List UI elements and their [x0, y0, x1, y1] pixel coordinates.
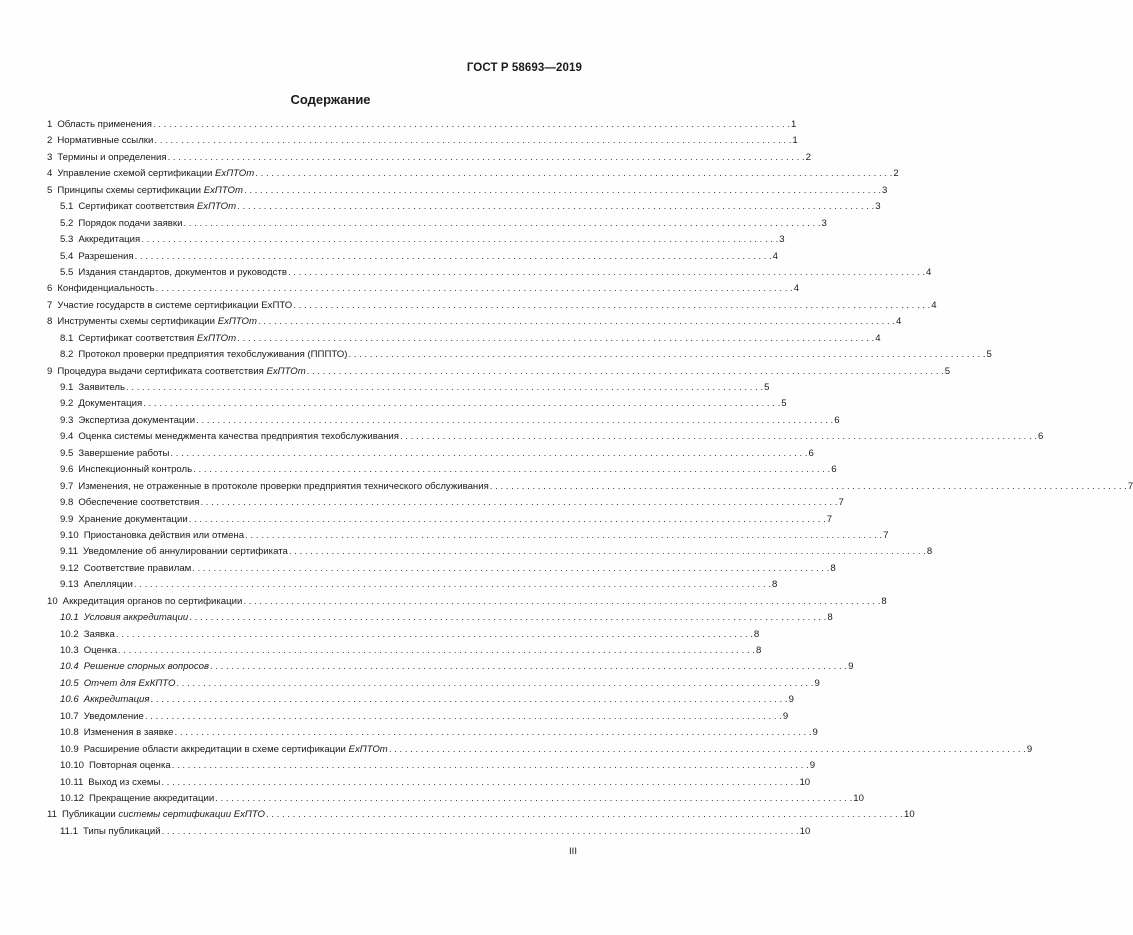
toc-entry[interactable] — [47, 512, 833, 528]
toc-entry-page: 8 — [827, 612, 833, 624]
toc-entry[interactable] — [47, 446, 814, 462]
toc-entry[interactable] — [47, 331, 881, 347]
toc-entry-number: 5.1 — [60, 201, 74, 213]
toc-entry[interactable] — [47, 594, 887, 610]
toc-entry-number: 9.7 — [60, 480, 74, 492]
toc-entry[interactable] — [47, 249, 778, 265]
toc-entry-page: 8 — [771, 579, 778, 591]
toc-leader-dots — [193, 462, 830, 478]
toc-entry[interactable] — [47, 429, 1044, 445]
toc-entry-number: 5.5 — [60, 266, 74, 278]
toc-entry-page: 1 — [791, 119, 797, 130]
toc-entry-page: 6 — [834, 414, 840, 426]
toc-leader-dots — [196, 413, 833, 429]
toc-entry-number: 9.2 — [60, 398, 74, 410]
toc-entry-page: 10 — [904, 809, 915, 821]
toc-leader-dots — [243, 594, 880, 610]
toc-entry-title: Заявка — [83, 628, 115, 640]
toc-entry-number: 10.12 — [60, 792, 85, 804]
toc-entry-page: 3 — [875, 201, 881, 213]
toc-leader-dots — [200, 495, 837, 511]
toc-entry[interactable] — [47, 495, 844, 511]
toc-entry-number: 4 — [47, 168, 53, 180]
toc-entry-number: 9.11 — [60, 546, 78, 558]
toc-entry-page: 9 — [788, 694, 794, 706]
toc-entry-page: 3 — [821, 217, 827, 229]
toc-entry-number: 8.1 — [60, 332, 74, 344]
toc-leader-dots — [161, 775, 798, 791]
toc-entry-page: 4 — [793, 283, 800, 295]
toc-leader-dots — [490, 479, 1127, 495]
toc-entry[interactable] — [47, 347, 992, 363]
toc-entry-title: Порядок подачи заявки — [78, 217, 183, 229]
toc-leader-dots — [258, 314, 895, 330]
toc-entry-number: 9.12 — [60, 562, 79, 574]
toc-entry-page: 9 — [1026, 743, 1033, 755]
toc-entry-number: 10.8 — [60, 727, 79, 739]
toc-entry[interactable] — [47, 462, 837, 478]
page-number: III — [569, 846, 577, 857]
toc-leader-dots — [135, 249, 772, 265]
toc-entry[interactable] — [47, 528, 889, 544]
toc-entry[interactable] — [47, 413, 840, 429]
toc-entry[interactable] — [47, 610, 833, 626]
toc-entry-page: 8 — [926, 546, 933, 558]
toc-entry-title: Конфиденциальность — [57, 283, 155, 295]
toc-entry-number: 10.1 — [60, 612, 79, 624]
toc-entry-title: Протокол проверки предприятия техобслуживания (ПППТО) — [78, 349, 348, 361]
table-of-contents — [47, 117, 1133, 840]
toc-entry[interactable] — [47, 627, 760, 643]
toc-leader-dots — [266, 807, 903, 823]
toc-entry-page: 9 — [809, 760, 816, 772]
toc-leader-dots — [288, 265, 925, 281]
toc-entry-page: 10 — [799, 776, 811, 788]
toc-entry-title: Уведомление — [83, 710, 144, 722]
toc-entry-page: 2 — [893, 168, 899, 180]
toc-entry-number: 10.5 — [60, 677, 79, 689]
toc-entry-title: Уведомление об аннулировании сертификата — [82, 546, 288, 558]
toc-entry-page: 3 — [779, 234, 785, 246]
toc-entry-title: Издания стандартов, документов и руководств — [78, 266, 287, 278]
toc-entry-title: Расширение области аккредитации в схеме сертификации ExПТОт — [83, 743, 388, 755]
toc-entry-page: 4 — [925, 266, 932, 278]
toc-entry-page: 8 — [753, 628, 760, 640]
toc-entry[interactable] — [47, 775, 811, 791]
toc-entry-number: 9.5 — [60, 447, 74, 459]
toc-entry[interactable] — [47, 709, 789, 725]
toc-entry-page: 4 — [896, 316, 902, 328]
toc-leader-dots — [183, 216, 820, 232]
toc-entry-number: 10.7 — [60, 710, 79, 722]
toc-entry-number: 9.13 — [60, 579, 79, 591]
toc-leader-dots — [189, 512, 826, 528]
toc-entry-page: 4 — [772, 250, 778, 262]
toc-entry-number: 5.2 — [60, 217, 74, 229]
toc-entry-page: 8 — [881, 595, 887, 607]
toc-entry[interactable] — [47, 166, 899, 182]
toc-entry-page: 4 — [931, 299, 937, 311]
toc-entry-page: 9 — [848, 661, 854, 673]
toc-entry[interactable] — [47, 659, 854, 675]
toc-entry[interactable] — [47, 314, 902, 330]
toc-entry[interactable] — [47, 364, 951, 380]
toc-entry-title: Соответствие правилам — [83, 562, 192, 574]
toc-leader-dots — [210, 659, 847, 675]
toc-entry-title: Приостановка действия или отмена — [83, 529, 245, 541]
toc-entry-page: 4 — [875, 332, 881, 344]
toc-entry[interactable] — [47, 265, 932, 281]
toc-entry-number: 5.4 — [60, 250, 74, 262]
toc-entry[interactable] — [47, 216, 827, 232]
toc-entry-title: Решение спорных вопросов — [83, 661, 210, 673]
toc-title: Содержание — [290, 92, 371, 107]
toc-entry[interactable] — [47, 824, 811, 840]
toc-entry-page: 7 — [1127, 480, 1133, 492]
toc-entry-title: Термины и определения — [57, 151, 167, 163]
toc-leader-dots — [154, 133, 791, 149]
toc-entry-title: Аккредитация — [83, 694, 150, 706]
toc-entry-title: Оценка — [83, 645, 117, 656]
toc-entry[interactable] — [47, 544, 933, 560]
toc-entry[interactable] — [47, 692, 794, 708]
toc-entry-number: 5.3 — [60, 234, 74, 246]
toc-entry-number: 9.8 — [60, 497, 74, 509]
toc-entry-page: 9 — [782, 710, 789, 722]
toc-entry-title: Отчет для ExКПТО — [83, 677, 176, 689]
toc-entry-number: 9.10 — [60, 529, 79, 541]
toc-entry-title: Аккредитация — [78, 234, 141, 246]
toc-entry-number: 9.3 — [60, 414, 74, 426]
toc-entry-title: Сертификат соответствия ExПТОт — [78, 201, 237, 213]
toc-entry-number: 10.9 — [60, 743, 79, 755]
toc-leader-dots — [126, 380, 763, 396]
toc-leader-dots — [118, 643, 755, 659]
toc-leader-dots — [162, 824, 799, 840]
toc-entry-number: 8.2 — [60, 349, 74, 361]
toc-entry[interactable] — [47, 380, 770, 396]
toc-entry-number: 10.10 — [60, 760, 85, 772]
toc-entry[interactable] — [47, 183, 888, 199]
toc-entry-page: 10 — [799, 825, 811, 837]
toc-entry-page: 1 — [792, 135, 798, 147]
toc-entry-number: 9.9 — [60, 513, 74, 525]
toc-entry-page: 6 — [1037, 431, 1044, 443]
toc-entry[interactable] — [47, 479, 1133, 495]
toc-entry-page: 9 — [814, 677, 820, 689]
toc-entry-title: Апелляции — [83, 579, 133, 591]
toc-entry[interactable] — [47, 725, 818, 741]
toc-entry-page: 5 — [944, 365, 951, 377]
toc-leader-dots — [237, 199, 874, 215]
toc-entry-page: 2 — [805, 151, 811, 163]
toc-entry-number: 5 — [47, 184, 53, 196]
toc-entry-title: Процедура выдачи сертификата соответствия ExПТОт — [57, 365, 306, 377]
toc-entry[interactable] — [47, 281, 800, 297]
toc-entry-title: Экспертиза документации — [78, 414, 196, 426]
toc-leader-dots — [153, 117, 790, 133]
toc-entry-number: 3 — [47, 151, 53, 163]
toc-leader-dots — [348, 347, 985, 363]
toc-entry-page: 7 — [826, 513, 833, 525]
toc-entry-title: Инспекционный контроль — [78, 464, 193, 476]
toc-leader-dots — [145, 709, 782, 725]
toc-entry-number: 10.11 — [60, 776, 84, 788]
toc-leader-dots — [293, 298, 930, 314]
toc-entry-number: 10 — [47, 595, 58, 607]
toc-entry[interactable] — [47, 199, 881, 215]
toc-entry-number: 6 — [47, 283, 53, 295]
toc-leader-dots — [245, 528, 882, 544]
toc-entry-title: Оценка системы менеджмента качества предприятия техобслуживания — [78, 431, 399, 443]
toc-entry-number: 1 — [47, 119, 53, 130]
toc-leader-dots — [244, 183, 881, 199]
toc-leader-dots — [172, 758, 809, 774]
toc-entry-number: 9.1 — [60, 382, 74, 393]
toc-entry-title: Изменения в заявке — [83, 727, 174, 739]
toc-entry[interactable] — [47, 232, 785, 248]
toc-leader-dots — [156, 281, 793, 297]
toc-entry-page: 7 — [838, 497, 844, 509]
toc-entry-number: 10.2 — [60, 628, 79, 640]
toc-leader-dots — [255, 166, 892, 182]
toc-entry-number: 11 — [47, 809, 57, 821]
toc-leader-dots — [168, 150, 805, 166]
toc-entry-number: 8 — [47, 316, 53, 328]
toc-entry-title: Выход из схемы — [88, 776, 161, 788]
toc-entry-title: Принципы схемы сертификации ExПТОт — [57, 184, 243, 196]
toc-entry-number: 10.6 — [60, 694, 79, 706]
toc-entry[interactable] — [47, 807, 915, 823]
toc-leader-dots — [289, 544, 926, 560]
toc-entry-title: Изменения, не отраженные в протоколе проверки предприятия технического обслуживания — [78, 480, 489, 492]
toc-entry-page: 9 — [812, 727, 818, 739]
toc-entry-page: 5 — [986, 349, 992, 361]
toc-leader-dots — [141, 232, 778, 248]
toc-entry[interactable] — [47, 758, 816, 774]
toc-entry-title: Сертификат соответствия ExПТОт — [78, 332, 237, 344]
toc-entry-title: Завершение работы — [78, 447, 170, 459]
toc-entry[interactable] — [47, 577, 778, 593]
toc-entry-title: Типы публикаций — [82, 825, 161, 837]
toc-entry[interactable] — [47, 676, 820, 692]
toc-entry-page: 6 — [808, 447, 814, 459]
toc-entry-number: 9 — [47, 365, 53, 377]
toc-entry-number: 9.4 — [60, 431, 74, 443]
toc-leader-dots — [143, 396, 780, 412]
toc-entry-number: 7 — [47, 299, 53, 311]
toc-entry-title: Инструменты схемы сертификации ExПТОт — [57, 316, 257, 328]
toc-entry-page: 8 — [830, 562, 836, 574]
toc-entry-title: Аккредитация органов по сертификации — [62, 595, 243, 607]
toc-entry-number: 10.4 — [60, 661, 79, 673]
toc-entry-title: Условия аккредитации — [83, 612, 189, 624]
toc-entry-title: Прекращение аккредитации — [89, 792, 215, 804]
toc-entry-number: 9.6 — [60, 464, 74, 476]
toc-entry-title: Публикации системы сертификации ExПТО — [61, 809, 265, 821]
toc-entry-page: 5 — [781, 398, 787, 410]
toc-leader-dots — [400, 429, 1037, 445]
toc-entry-number: 2 — [47, 135, 53, 147]
toc-entry-title: Документация — [78, 398, 143, 410]
toc-entry-title: Разрешения — [78, 250, 134, 262]
toc-entry-page: 7 — [883, 529, 889, 541]
toc-entry-title: Нормативные ссылки — [57, 135, 154, 147]
toc-leader-dots — [134, 577, 771, 593]
toc-leader-dots — [389, 742, 1026, 758]
toc-leader-dots — [116, 627, 753, 643]
toc-entry-page: 5 — [764, 382, 770, 393]
toc-leader-dots — [307, 364, 944, 380]
toc-entry-number: 11.1 — [60, 825, 78, 837]
toc-entry-page: 10 — [853, 792, 864, 804]
toc-entry[interactable] — [47, 298, 937, 314]
document-code: ГОСТ Р 58693—2019 — [466, 62, 582, 74]
toc-leader-dots — [192, 561, 829, 577]
toc-leader-dots — [175, 725, 812, 741]
toc-leader-dots — [215, 791, 852, 807]
toc-entry-number: 10.3 — [60, 645, 79, 656]
toc-entry[interactable] — [47, 150, 811, 166]
toc-leader-dots — [237, 331, 874, 347]
toc-leader-dots — [170, 446, 807, 462]
toc-entry-page: 8 — [755, 645, 762, 656]
toc-entry[interactable] — [47, 117, 797, 133]
toc-entry-title: Заявитель — [78, 382, 126, 393]
toc-entry-page: 6 — [831, 464, 837, 476]
toc-entry-title: Хранение документации — [78, 513, 188, 525]
toc-entry[interactable] — [47, 133, 798, 149]
toc-entry[interactable] — [47, 742, 1033, 758]
toc-entry-title: Обеспечение соответствия — [78, 497, 200, 509]
toc-leader-dots — [151, 692, 788, 708]
toc-leader-dots — [189, 610, 826, 626]
toc-leader-dots — [176, 676, 813, 692]
toc-entry[interactable] — [47, 643, 762, 659]
toc-entry-title: Область применения — [57, 119, 152, 130]
toc-entry-title: Участие государств в системе сертификации ExПТО — [57, 299, 293, 311]
toc-entry[interactable] — [47, 561, 836, 577]
toc-entry[interactable] — [47, 791, 864, 807]
toc-entry[interactable] — [47, 396, 787, 412]
toc-entry-title: Управление схемой сертификации ExПТОт — [57, 168, 255, 180]
toc-entry-title: Повторная оценка — [89, 760, 171, 772]
toc-entry-page: 3 — [882, 184, 888, 196]
